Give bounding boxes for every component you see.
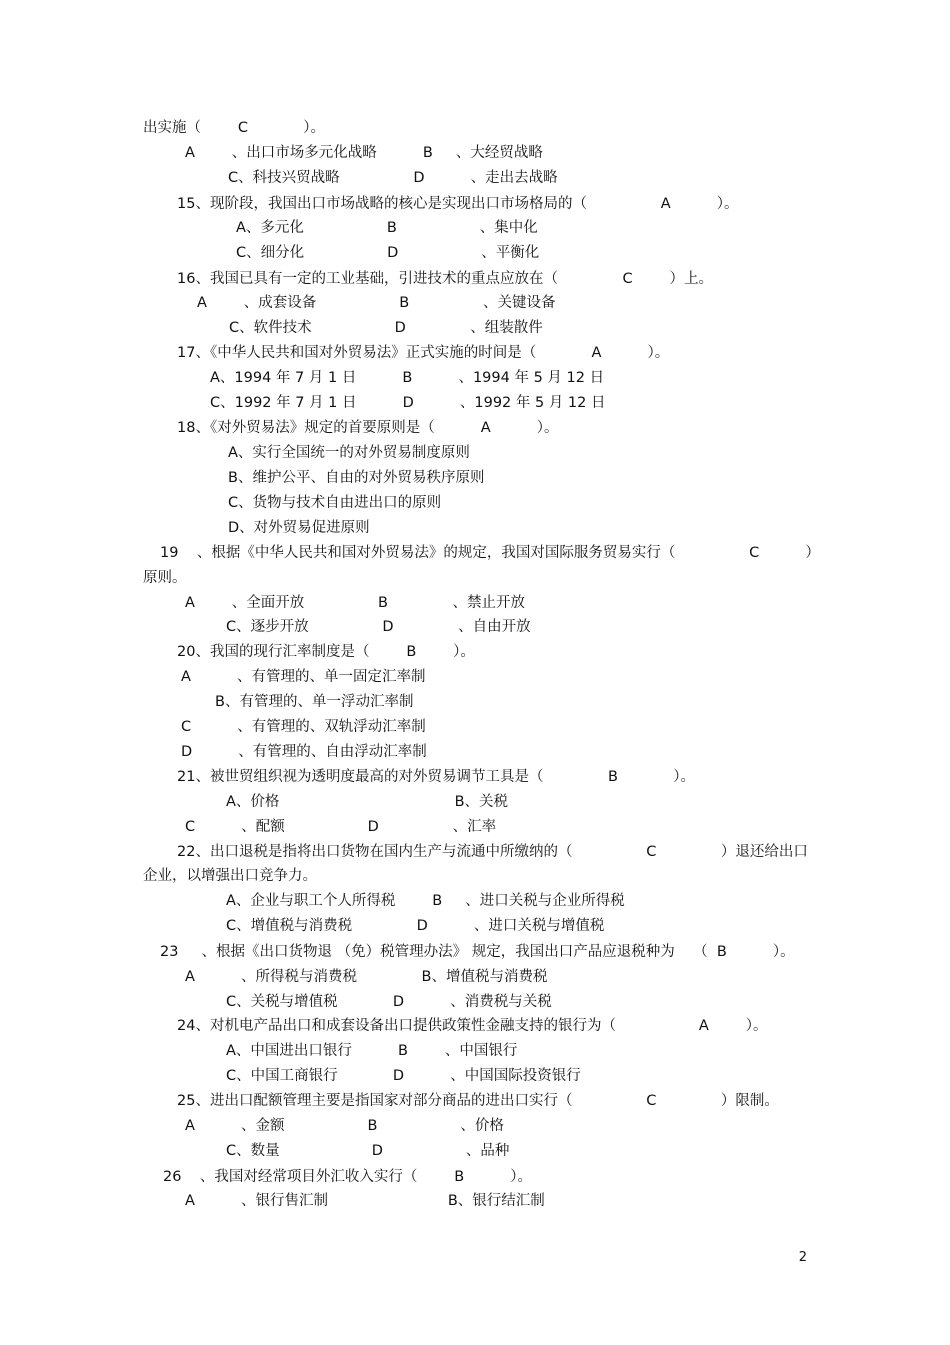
question-line: 16、我国已具有一定的工业基础，引进技术的重点应放在（ C ）上。 — [177, 271, 713, 287]
option-line: C、数量 D 、品种 — [226, 1143, 510, 1159]
option-line: A 、成套设备 B 、关键设备 — [197, 295, 556, 311]
question-line: 17、《中华人民共和国对外贸易法》正式实施的时间是（ A ）。 — [177, 345, 670, 361]
question-line: 19 、根据《中华人民共和国对外贸易法》的规定，我国对国际服务贸易实行（ C ） — [160, 545, 820, 561]
option-line: C 、配额 D 、汇率 — [185, 819, 497, 835]
question-line: 18、《对外贸易法》规定的首要原则是（ A ）。 — [177, 420, 559, 436]
question-line: 23 、根据《出口货物退 （免）税管理办法》 规定，我国出口产品应退税种为 （ B ）。 — [160, 944, 795, 960]
option-line: B、有管理的、单一浮动汇率制 — [215, 694, 414, 710]
option-line: A 、银行售汇制 B、银行结汇制 — [185, 1193, 545, 1209]
option-line: C、软件技术 D 、组装散件 — [229, 320, 543, 336]
question-line: 24、对机电产品出口和成套设备出口提供政策性金融支持的银行为（ A ）。 — [177, 1018, 768, 1034]
option-line: A 、全面开放 B 、禁止开放 — [185, 595, 526, 611]
option-line: C、关税与增值税 D 、消费税与关税 — [226, 994, 552, 1010]
option-line: A 、金额 B 、价格 — [185, 1118, 504, 1134]
question-line: 15、现阶段，我国出口市场战略的核心是实现出口市场格局的（ A ）。 — [177, 196, 739, 212]
text-line: 企业，以增强出口竞争力。 — [143, 868, 317, 884]
option-line: A、实行全国统一的对外贸易制度原则 — [228, 445, 470, 461]
text-line: 原则。 — [143, 570, 187, 586]
page-number: 2 — [798, 1250, 807, 1265]
option-line: B、维护公平、自由的对外贸易秩序原则 — [228, 470, 485, 486]
option-line: D、对外贸易促进原则 — [228, 520, 370, 536]
option-line: A 、所得税与消费税 B、增值税与消费税 — [185, 969, 548, 985]
question-line: 21、被世贸组织视为透明度最高的对外贸易调节工具是（ B ）。 — [177, 769, 695, 785]
option-line: A、1994 年 7 月 1 日 B 、1994 年 5 月 12 日 — [210, 370, 605, 386]
option-line: C、1992 年 7 月 1 日 D 、1992 年 5 月 12 日 — [210, 395, 606, 411]
option-line: A 、有管理的、单一固定汇率制 — [181, 669, 426, 685]
option-line: C、逐步开放 D 、自由开放 — [226, 619, 531, 635]
option-line: C、增值税与消费税 D 、进口关税与增值税 — [226, 918, 605, 934]
option-line: C 、有管理的、双轨浮动汇率制 — [181, 719, 426, 735]
option-line: A、价格 B、关税 — [226, 794, 509, 810]
option-line: C、货物与技术自由进出口的原则 — [228, 495, 442, 511]
text-line: 出实施（ C ）。 — [143, 120, 326, 136]
option-line: A、中国进出口银行 B 、中国银行 — [226, 1043, 518, 1059]
question-line: 26 、我国对经常项目外汇收入实行（ B ）。 — [163, 1169, 533, 1185]
option-line: C、中国工商银行 D 、中国国际投资银行 — [226, 1068, 581, 1084]
option-line: C、细分化 D 、平衡化 — [236, 245, 540, 261]
question-line: 22、出口退税是指将出口货物在国内生产与流通中所缴纳的（ C ）退还给出口 — [177, 844, 808, 860]
option-line: A、企业与职工个人所得税 B 、进口关税与企业所得税 — [226, 893, 625, 909]
option-line: D 、有管理的、自由浮动汇率制 — [181, 744, 427, 760]
option-line: A、多元化 B 、集中化 — [236, 220, 538, 236]
question-line: 20、我国的现行汇率制度是（ B ）。 — [177, 644, 475, 660]
option-line: C、科技兴贸战略 D 、走出去战略 — [228, 170, 558, 186]
option-line: A 、出口市场多元化战略 B 、大经贸战略 — [185, 145, 543, 161]
question-line: 25、进出口配额管理主要是指国家对部分商品的进出口实行（ C ）限制。 — [177, 1093, 779, 1109]
